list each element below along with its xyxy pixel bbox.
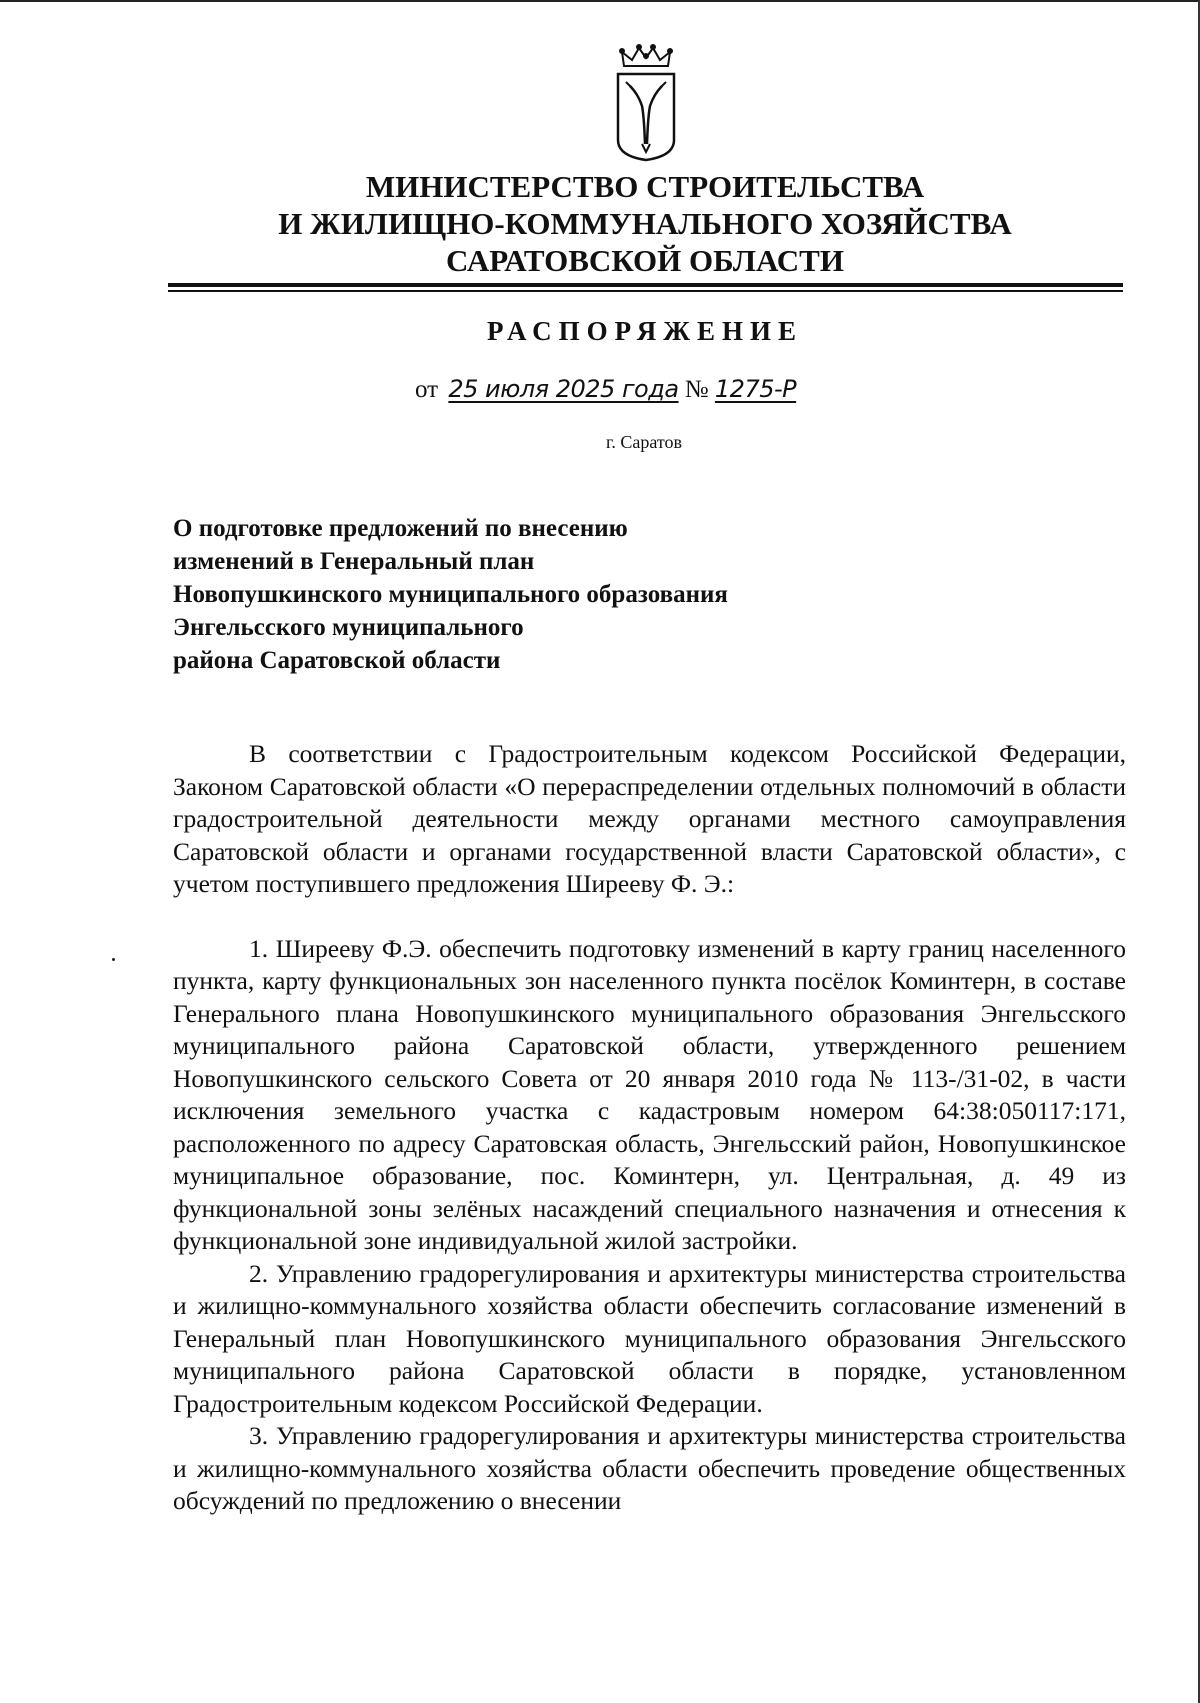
subject-line: О подготовке предложений по внесению — [173, 515, 628, 542]
header-rule-thin — [168, 290, 1123, 292]
subject-line: Энгельсского муниципального — [173, 614, 524, 641]
subject-line: изменений в Генеральный план — [173, 548, 535, 575]
ministry-line: САРАТОВСКОЙ ОБЛАСТИ — [446, 243, 844, 278]
handwritten-date: 25 июля 2025 года — [448, 375, 679, 403]
document-body — [173, 738, 1126, 1515]
ministry-line: И ЖИЛИЩНО-КОММУНАЛЬНОГО ХОЗЯЙСТВА — [278, 206, 1012, 241]
subject-heading — [173, 512, 873, 677]
item-paragraph: 2. Управлению градорегулирования и архитектуры министерства строительства и жилищно-коммунального хозяйства области обеспечить согласование изменений в Генеральный план Новопушкинского муниципального образования Энгельсского муниципального района Саратовской области в порядке, установленном Градостроительным кодексом Российской Федерации. — [173, 1258, 1126, 1418]
scan-speck — [112, 958, 115, 961]
date-number-line — [415, 375, 796, 404]
number-prefix: № — [684, 376, 709, 403]
ministry-name — [170, 168, 1120, 279]
scan-edge-top — [0, 0, 1200, 2]
header-rule-thick — [168, 283, 1123, 287]
coat-of-arms-icon — [612, 44, 680, 162]
ministry-line: МИНИСТЕРСТВО СТРОИТЕЛЬСТВА — [365, 169, 925, 204]
preamble-paragraph: В соответствии с Градостроительным кодексом Российской Федерации, Законом Саратовской области «О перераспределении отдельных полномочий в области градостроительной деятельности между органами местного самоуправления Саратовской области и органами государственной власти Саратовской области», с учетом поступившего предложения Ширееву Ф. Э.: — [173, 739, 1126, 898]
date-prefix: от — [415, 376, 439, 403]
document-type-title: РАСПОРЯЖЕНИЕ — [486, 316, 804, 346]
item-paragraph: 1. Ширееву Ф.Э. обеспечить подготовку изменений в карту границ населенного пункта, карту функциональных зон населенного пункта посёлок Коминтерн, в составе Генерального плана Новопушкинского муниципального образования Энгельсского муниципального района Саратовской области, утвержденного решением Новопушкинского сельского Совета от 20 января 2010 года № 113-/31-02, в части исключения земельного участка с кадастровым номером 64:38:050117:171, расположенного по адресу Саратовская область, Энгельсский район, Новопушкинское муниципальное образование, пос. Коминтерн, ул. Центральная, д. 49 из функциональной зоны зелёных насаждений специального назначения и отнесения к функциональной зоне индивидуальной жилой застройки. — [173, 933, 1126, 1255]
city: г. Саратов — [606, 432, 682, 452]
subject-line: района Саратовской области — [173, 647, 501, 674]
subject-line: Новопушкинского муниципального образования — [173, 581, 728, 608]
handwritten-number: 1275-Р — [714, 375, 797, 403]
item-paragraph: 3. Управлению градорегулирования и архитектуры министерства строительства и жилищно-коммунального хозяйства области обеспечить проведение общественных обсуждений по предложению о внесении — [173, 1421, 1126, 1515]
